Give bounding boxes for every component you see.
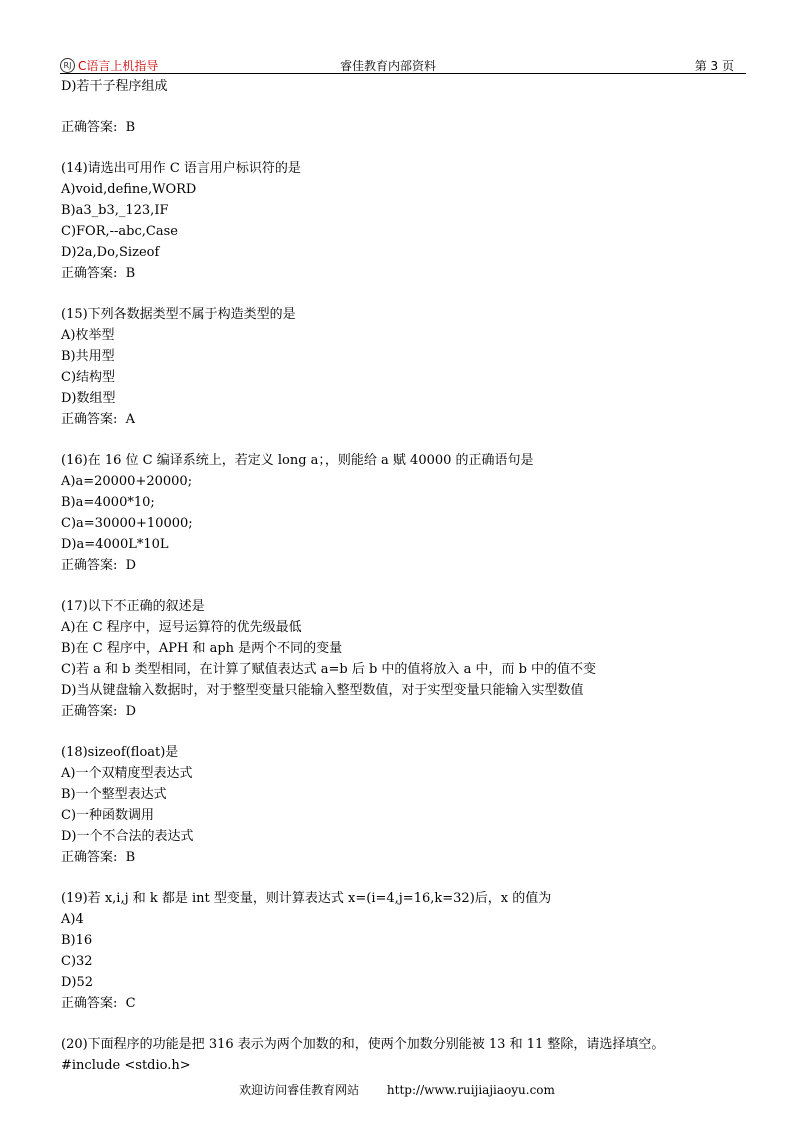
text-line: C)若 a 和 b 类型相同，在计算了赋值表达式 a=b 后 b 中的值将放入 a 中，而 b 中的值不变 xyxy=(61,662,597,677)
header-logo-text: C语言上机指导 xyxy=(78,59,159,73)
blank-line xyxy=(61,722,751,742)
text-line: A)4 xyxy=(61,912,84,927)
answer-line: 正确答案: B xyxy=(61,850,136,865)
answer-line: 正确答案: D xyxy=(61,558,137,573)
text-line: D)一个不合法的表达式 xyxy=(61,829,194,844)
header-logo xyxy=(60,57,158,74)
answer-line: 正确答案: D xyxy=(61,704,137,719)
text-line: C)FOR,--abc,Case xyxy=(61,224,178,239)
text-line: C)一种函数调用 xyxy=(61,808,155,823)
question-line: (18)sizeof(float)是 xyxy=(61,745,179,760)
question-line: (19)若 x,i,j 和 k 都是 int 型变量，则计算表达式 x=(i=4,j=16,k=32)后，x 的值为 xyxy=(61,891,552,906)
question-line: (15)下列各数据类型不属于构造类型的是 xyxy=(61,307,296,322)
question-line: (14)请选出可用作 C 语言用户标识符的是 xyxy=(61,161,301,176)
text-line: C)a=30000+10000; xyxy=(61,516,193,531)
text-line: D)2a,Do,Sizeof xyxy=(61,245,160,260)
footer-text: 欢迎访问睿佳教育网站 xyxy=(239,1083,360,1097)
blank-line xyxy=(61,97,751,117)
text-line: B)一个整型表达式 xyxy=(61,787,167,802)
blank-line xyxy=(61,138,751,158)
text-line: B)a=4000*10; xyxy=(61,495,155,510)
footer-url[interactable]: http://www.ruijiajiaoyu.com xyxy=(386,1083,555,1097)
question-line: (20)下面程序的功能是把 316 表示为两个加数的和，使两个加数分别能被 13 和 11 整除，请选择填空。 xyxy=(61,1037,665,1052)
text-line: C)32 xyxy=(61,954,93,969)
text-line: A)void,define,WORD xyxy=(61,182,197,197)
answer-line: 正确答案: C xyxy=(61,996,136,1011)
answer-line: 正确答案: A xyxy=(61,412,136,427)
blank-line xyxy=(61,1014,751,1034)
text-line: D)若干子程序组成 xyxy=(61,79,168,94)
text-line: A)一个双精度型表达式 xyxy=(61,766,193,781)
text-line: A)a=20000+20000; xyxy=(61,474,193,489)
document-body xyxy=(61,76,751,1076)
text-line: D)数组型 xyxy=(61,391,116,406)
page-number: 第 3 页 xyxy=(694,59,734,73)
blank-line xyxy=(61,576,751,596)
text-line: A)枚举型 xyxy=(61,328,115,343)
blank-line xyxy=(61,868,751,888)
blank-line xyxy=(61,430,751,450)
text-line: B)16 xyxy=(61,933,93,948)
text-line: #include <stdio.h> xyxy=(61,1058,191,1073)
question-line: (16)在 16 位 C 编译系统上，若定义 long a；，则能给 a 赋 40000 的正确语句是 xyxy=(61,453,534,468)
blank-line xyxy=(61,284,751,304)
text-line: B)共用型 xyxy=(61,349,115,364)
text-line: B)在 C 程序中，APH 和 aph 是两个不同的变量 xyxy=(61,641,343,656)
text-line: C)结构型 xyxy=(61,370,116,385)
text-line: D)当从键盘输入数据时，对于整型变量只能输入整型数值，对于实型变量只能输入实型数值 xyxy=(61,683,584,698)
page-footer xyxy=(0,1081,794,1098)
logo-icon: RJ xyxy=(60,58,75,73)
answer-line: 正确答案: B xyxy=(61,266,136,281)
page-header xyxy=(60,55,746,74)
answer-line: 正确答案: B xyxy=(61,120,136,135)
question-line: (17)以下不正确的叙述是 xyxy=(61,599,205,614)
text-line: D)a=4000L*10L xyxy=(61,537,169,552)
header-title: 睿佳教育内部资料 xyxy=(340,59,437,73)
text-line: D)52 xyxy=(61,975,94,990)
text-line: A)在 C 程序中，逗号运算符的优先级最低 xyxy=(61,620,302,635)
text-line: B)a3_b3,_123,IF xyxy=(61,203,169,218)
